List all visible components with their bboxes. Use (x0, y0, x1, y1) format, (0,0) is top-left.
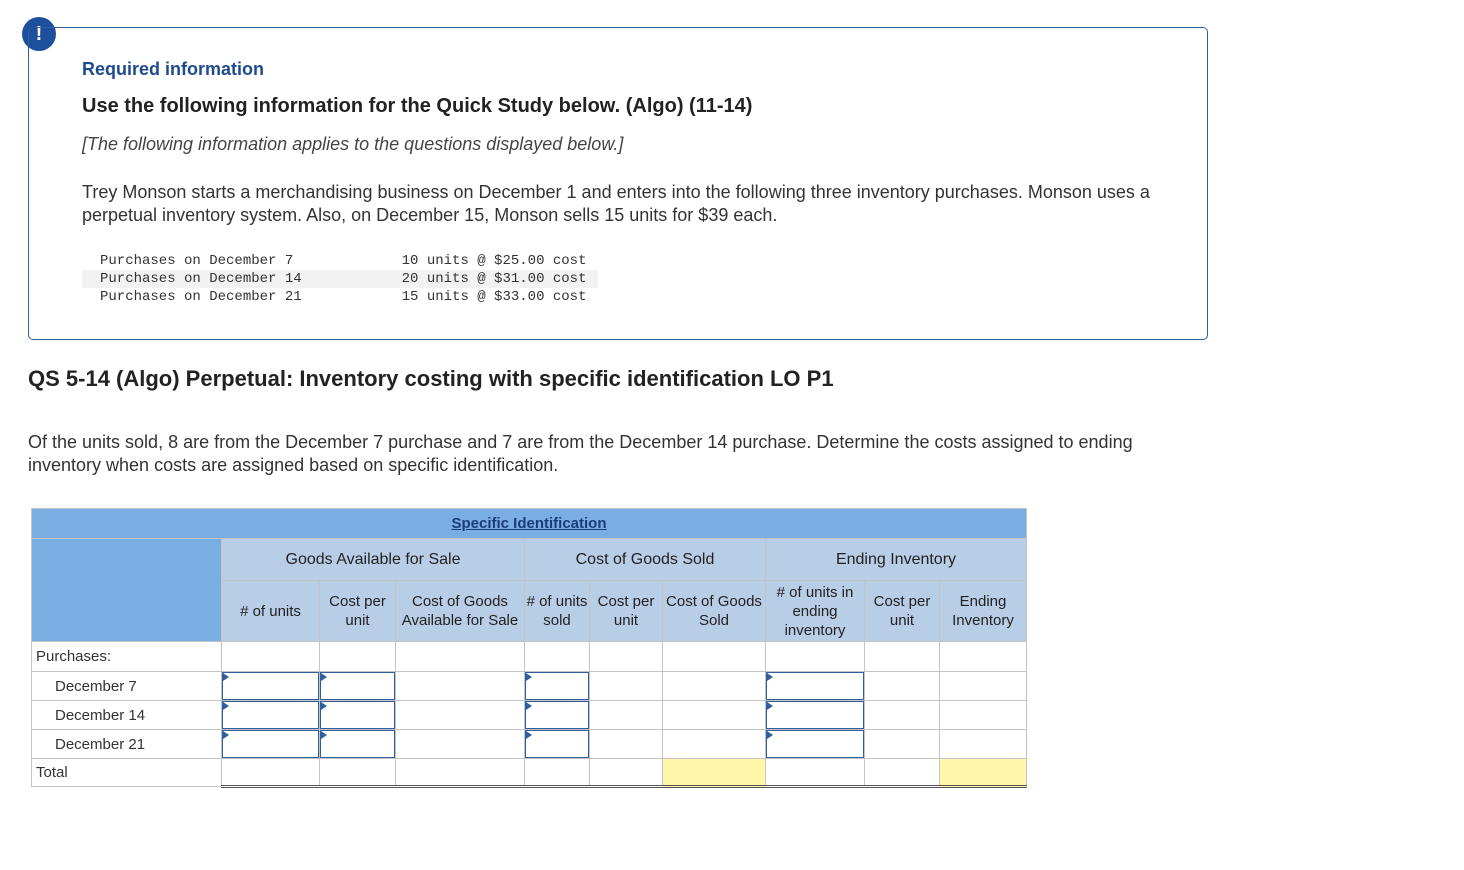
dec21-units-ending-input[interactable] (766, 730, 864, 758)
dec7-available-units-input[interactable] (222, 672, 319, 700)
dec14-units-sold-input[interactable] (525, 701, 589, 729)
dec14-ending-inventory-cell (940, 701, 1027, 730)
total-units-ending-cell (766, 759, 865, 787)
table-row (32, 672, 1027, 701)
purchases-table (82, 252, 598, 306)
total-cogs-cell (663, 759, 766, 787)
purchases-section-label: Purchases: (32, 642, 222, 672)
table-title (32, 509, 1027, 539)
col-available-cost-per-unit: Cost per unit (320, 581, 396, 642)
dec14-available-cost-input[interactable] (320, 701, 395, 729)
purchase-label: Purchases on December 21 (100, 289, 302, 305)
required-information-title: Required information (82, 59, 265, 79)
purchase-row (82, 252, 598, 270)
col-units-sold: # of units sold (525, 581, 590, 642)
dec14-cost-available-cell (396, 701, 525, 730)
col-cost-goods-available: Cost of Goods Available for Sale (396, 581, 525, 642)
dec7-units-ending-input[interactable] (766, 672, 864, 700)
col-sold-cost-per-unit: Cost per unit (590, 581, 663, 642)
group-goods-available: Goods Available for Sale (222, 539, 525, 581)
dec7-units-sold-input[interactable] (525, 672, 589, 700)
col-ending-inventory: Ending Inventory (940, 581, 1027, 642)
row-header-corner (32, 539, 222, 642)
purchase-detail: 20 units @ $31.00 cost (320, 270, 599, 288)
table-row (32, 701, 1027, 730)
col-cost-goods-sold: Cost of Goods Sold (663, 581, 766, 642)
dec7-ending-cost-cell (865, 672, 940, 701)
dec21-cogs-cell (663, 730, 766, 759)
dec21-ending-inventory-cell (940, 730, 1027, 759)
dec14-cogs-cell (663, 701, 766, 730)
dec7-sold-cost-cell (590, 672, 663, 701)
purchase-detail: 10 units @ $25.00 cost (401, 253, 587, 269)
table-row (32, 730, 1027, 759)
dec14-ending-cost-cell (865, 701, 940, 730)
use-information-title: Use the following information for the Quick Study below. (Algo) (11-14) (82, 95, 753, 117)
dec14-available-units-input[interactable] (222, 701, 319, 729)
total-row (32, 759, 1027, 787)
dec7-cogs-cell (663, 672, 766, 701)
total-ending-inventory-cell (940, 759, 1027, 787)
dec21-ending-cost-cell (865, 730, 940, 759)
dec21-available-cost-input[interactable] (320, 730, 395, 758)
table-title-text: Specific Identification (451, 515, 607, 532)
dec21-available-units-input[interactable] (222, 730, 319, 758)
question-prompt: Of the units sold, 8 are from the December 7 purchase and 7 are from the December 14 purchase. Determine the costs assigned to ending inventory when costs are assigned based on specific identification. (28, 432, 1133, 475)
col-available-units: # of units (222, 581, 320, 642)
purchase-row (82, 288, 598, 306)
applies-note: [The following information applies to the questions displayed below.] (82, 134, 624, 154)
row-label: December 7 (32, 672, 222, 701)
dec21-cost-available-cell (396, 730, 525, 759)
row-label: December 21 (32, 730, 222, 759)
purchase-detail: 15 units @ $33.00 cost (401, 289, 587, 305)
dec7-cost-available-cell (396, 672, 525, 701)
total-available-units-cell (222, 759, 320, 787)
dec14-sold-cost-cell (590, 701, 663, 730)
purchase-label: Purchases on December 7 (100, 253, 294, 269)
purchase-label: Purchases on December 14 (82, 270, 320, 288)
alert-icon: ! (22, 17, 56, 51)
dec14-units-ending-input[interactable] (766, 701, 864, 729)
col-ending-cost-per-unit: Cost per unit (865, 581, 940, 642)
total-label: Total (32, 759, 222, 787)
group-ending-inventory: Ending Inventory (766, 539, 1027, 581)
total-cost-available-cell (396, 759, 525, 787)
total-units-sold-cell (525, 759, 590, 787)
row-label: December 14 (32, 701, 222, 730)
scenario-text: Trey Monson starts a merchandising business on December 1 and enters into the following three inventory purchases. Monson uses a perpetual inventory system. Also, on December 15, Monson sells 15 units for $39 each. (82, 182, 1150, 225)
specific-identification-table (31, 508, 1027, 788)
col-units-ending: # of units in ending inventory (766, 581, 865, 642)
question-title: QS 5-14 (Algo) Perpetual: Inventory costing with specific identification LO P1 (28, 366, 834, 391)
dec21-sold-cost-cell (590, 730, 663, 759)
dec7-available-cost-input[interactable] (320, 672, 395, 700)
group-cost-of-goods-sold: Cost of Goods Sold (525, 539, 766, 581)
dec21-units-sold-input[interactable] (525, 730, 589, 758)
dec7-ending-inventory-cell (940, 672, 1027, 701)
purchase-row (82, 270, 598, 288)
